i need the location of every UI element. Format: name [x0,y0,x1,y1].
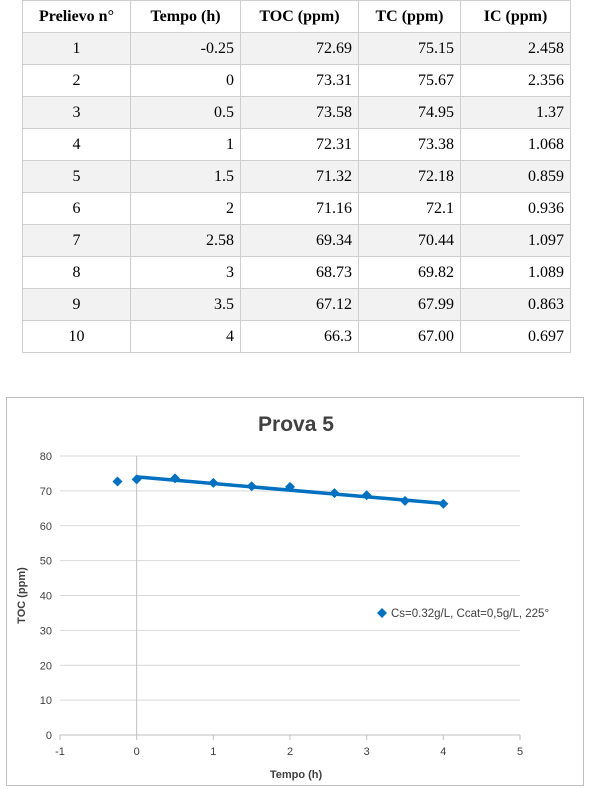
table-cell: 66.3 [241,321,359,353]
table-row [23,257,571,289]
table-cell: 0.697 [461,321,571,353]
x-tick-label: 2 [286,746,294,758]
table-cell: 6 [23,193,131,225]
table-cell: 5 [23,161,131,193]
data-point [113,476,123,486]
chart-container [6,397,584,786]
table-cell: 1.068 [461,129,571,161]
table-cell: 1.097 [461,225,571,257]
table-cell: 0 [131,65,241,97]
header-tc: TC (ppm) [359,1,461,33]
table-cell: 75.67 [359,65,461,97]
table-cell: 1.37 [461,97,571,129]
table-cell: 2.58 [131,225,241,257]
table-cell: 2 [23,65,131,97]
header-ic: IC (ppm) [461,1,571,33]
table-cell: 2.458 [461,33,571,65]
table-cell: 70.44 [359,225,461,257]
table-cell: 0.5 [131,97,241,129]
table-row [23,225,571,257]
table-cell: 68.73 [241,257,359,289]
data-point [208,478,218,488]
table-row [23,321,571,353]
y-tick-label: 50 [39,555,52,568]
table-cell: 1.5 [131,161,241,193]
toc-chart [7,398,583,785]
table-row [23,97,571,129]
table-cell: 67.12 [241,289,359,321]
table-cell: 67.99 [359,289,461,321]
table-cell: 3 [131,257,241,289]
table-cell: 67.00 [359,321,461,353]
y-tick-label: 70 [39,485,52,498]
table-cell: 1.089 [461,257,571,289]
table-row [23,161,571,193]
table-cell: 8 [23,257,131,289]
table-cell: 0.859 [461,161,571,193]
table-cell: 2 [131,193,241,225]
table-cell: 69.82 [359,257,461,289]
table-cell: 1 [23,33,131,65]
table-cell: 1 [131,129,241,161]
table-row [23,65,571,97]
table-cell: 7 [23,225,131,257]
y-axis-title: TOC (ppm) [16,567,28,624]
x-tick-label: 5 [516,746,524,758]
y-tick-label: 0 [45,730,52,742]
table-cell: 0.936 [461,193,571,225]
table-cell: 4 [131,321,241,353]
y-tick-label: 80 [39,451,52,463]
header-toc: TOC (ppm) [241,1,359,33]
header-prelievo: Prelievo n° [23,1,131,33]
chart-title: Prova 5 [258,413,334,436]
table-header-row [23,1,571,33]
table-body [23,33,571,353]
table-row [23,289,571,321]
table-cell: 72.18 [359,161,461,193]
y-tick-label: 20 [39,660,52,673]
table-cell: 72.69 [241,33,359,65]
table-cell: -0.25 [131,33,241,65]
table-cell: 73.38 [359,129,461,161]
table-cell: 73.31 [241,65,359,97]
table-cell: 3.5 [131,289,241,321]
table-cell: 71.16 [241,193,359,225]
table-cell: 73.58 [241,97,359,129]
table-row [23,33,571,65]
data-table [22,0,571,353]
header-tempo: Tempo (h) [131,1,241,33]
y-tick-label: 30 [39,625,52,638]
x-axis-title: Tempo (h) [269,769,323,781]
x-tick-label: 1 [210,746,217,758]
table-cell: 69.34 [241,225,359,257]
table-cell: 75.15 [359,33,461,65]
legend-marker [377,608,387,618]
table-cell: 10 [23,321,131,353]
table-cell: 9 [23,289,131,321]
table-cell: 0.863 [461,289,571,321]
x-tick-label: 4 [440,746,447,758]
data-point [438,499,448,509]
y-tick-label: 60 [39,520,52,533]
legend-label: Cs=0.32g/L, Ccat=0,5g/L, 225° [391,608,550,620]
x-tick-label: 3 [363,746,370,758]
table-cell: 74.95 [359,97,461,129]
data-point [329,488,339,498]
x-tick-label: -1 [55,746,65,758]
data-point [247,481,257,491]
y-tick-label: 10 [39,695,52,708]
y-tick-label: 40 [39,590,52,603]
table-cell: 72.31 [241,129,359,161]
table-cell: 2.356 [461,65,571,97]
table-cell: 4 [23,129,131,161]
table-cell: 3 [23,97,131,129]
table-row [23,129,571,161]
table-cell: 72.1 [359,193,461,225]
data-point [400,496,410,506]
x-tick-label: 0 [133,746,140,758]
table-cell: 71.32 [241,161,359,193]
table-row [23,193,571,225]
